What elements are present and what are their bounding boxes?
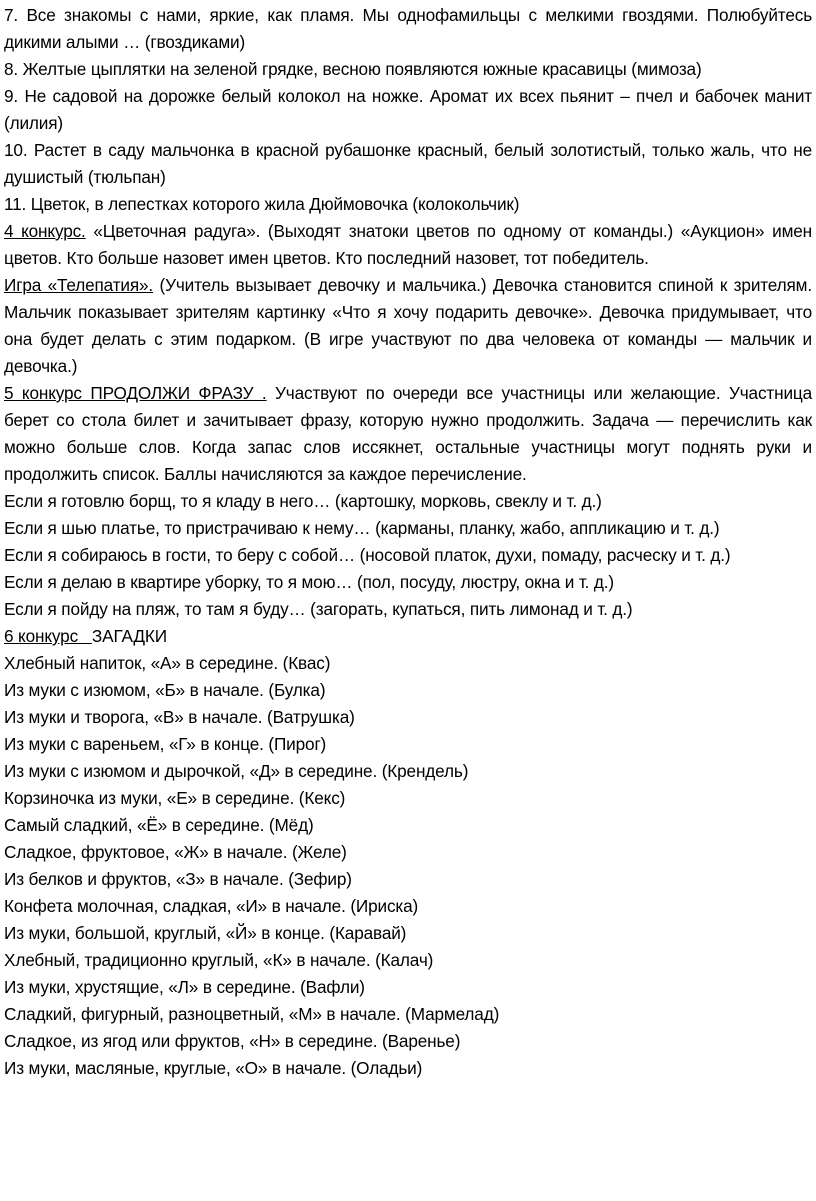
telepathy-paragraph <box>4 272 812 380</box>
letter-riddle: Из муки, хрустящие, «Л» в середине. (Вафли) <box>4 977 365 997</box>
contest-6-title: ЗАГАДКИ <box>91 626 167 646</box>
contest-6-paragraph <box>4 623 812 650</box>
contest-5-heading: 5 конкурс ПРОДОЛЖИ ФРАЗУ . <box>4 383 267 403</box>
phrase-1: Если я готовлю борщ, то я кладу в него… (картошку, морковь, свеклу и т. д.) <box>4 491 602 511</box>
flower-riddle-10: 10. Растет в саду мальчонка в красной рубашонке красный, белый золотистый, только жаль, что не душистый (тюльпан) <box>4 140 812 187</box>
contest-6-heading-gap <box>78 626 92 646</box>
letter-riddle: Сладкий, фигурный, разноцветный, «М» в начале. (Мармелад) <box>4 1004 500 1024</box>
contest-5-text: Участвуют по очереди все участницы или желающие. Участница берет со стола билет и зачитывает фразу, которую нужно продолжить. Задача — перечислить как можно больше слов. Когда запас слов иссякнет, остальные участницы могут поднять руки и продолжить список. Баллы начисляются за каждое перечисление. <box>4 383 813 484</box>
letter-riddle: Из белков и фруктов, «З» в начале. (Зефир) <box>4 869 352 889</box>
flower-riddle-8: 8. Желтые цыплятки на зеленой грядке, весною появляются южные красавицы (мимоза) <box>4 59 702 79</box>
phrase-3: Если я собираюсь в гости, то беру с собой… (носовой платок, духи, помаду, расческу и т. д.) <box>4 545 731 565</box>
flower-riddle-7: 7. Все знакомы с нами, яркие, как пламя. Мы однофамильцы с мелкими гвоздями. Полюбуйтесь дикими алыми … (гвоздиками) <box>4 5 812 52</box>
letter-riddle: Хлебный напиток, «А» в середине. (Квас) <box>4 653 331 673</box>
letter-riddle: Из муки с вареньем, «Г» в конце. (Пирог) <box>4 734 327 754</box>
letter-riddle: Конфета молочная, сладкая, «И» в начале. (Ириска) <box>4 896 419 916</box>
letter-riddle: Корзиночка из муки, «Е» в середине. (Кекс) <box>4 788 346 808</box>
letter-riddle: Из муки и творога, «В» в начале. (Ватрушка) <box>4 707 355 727</box>
flower-riddle-9: 9. Не садовой на дорожке белый колокол на ножке. Аромат их всех пьянит – пчел и бабочек манит (лилия) <box>4 86 812 133</box>
letter-riddle: Из муки, масляные, круглые, «О» в начале. (Оладьи) <box>4 1058 423 1078</box>
letter-riddle: Сладкое, фруктовое, «Ж» в начале. (Желе) <box>4 842 347 862</box>
contest-4-heading: 4 конкурс. <box>4 221 86 241</box>
telepathy-heading: Игра «Телепатия». <box>4 275 154 295</box>
phrase-2: Если я шью платье, то пристрачиваю к нему… (карманы, планку, жабо, аппликацию и т. д.) <box>4 518 720 538</box>
contest-5-paragraph <box>4 380 812 488</box>
letter-riddle: Самый сладкий, «Ё» в середине. (Мёд) <box>4 815 314 835</box>
letter-riddle: Из муки, большой, круглый, «Й» в конце. (Каравай) <box>4 923 407 943</box>
letter-riddle: Хлебный, традиционно круглый, «К» в начале. (Калач) <box>4 950 434 970</box>
letter-riddles-list <box>4 650 812 1082</box>
letter-riddle: Сладкое, из ягод или фруктов, «Н» в середине. (Варенье) <box>4 1031 461 1051</box>
flower-riddle-11: 11. Цветок, в лепестках которого жила Дюймовочка (колокольчик) <box>4 194 520 214</box>
contest-4-text: «Цветочная радуга». (Выходят знатоки цветов по одному от команды.) «Аукцион» имен цветов. Кто больше назовет имен цветов. Кто последний назовет, тот победитель. <box>4 221 812 268</box>
phrase-5: Если я пойду на пляж, то там я буду… (загорать, купаться, пить лимонад и т. д.) <box>4 599 633 619</box>
letter-riddle: Из муки с изюмом, «Б» в начале. (Булка) <box>4 680 326 700</box>
letter-riddle: Из муки с изюмом и дырочкой, «Д» в середине. (Крендель) <box>4 761 469 781</box>
phrase-4: Если я делаю в квартире уборку, то я мою… (пол, посуду, люстру, окна и т. д.) <box>4 572 614 592</box>
contest-6-heading: 6 конкурс <box>4 626 79 646</box>
contest-4-paragraph <box>4 218 812 272</box>
telepathy-text: (Учитель вызывает девочку и мальчика.) Девочка становится спиной к зрителям. Мальчик показывает зрителям картинку «Что я хочу подарить девочке». Девочка придумывает, что она будет делать с этим подарком. (В игре участвуют по два человека от команды — мальчик и девочка.) <box>4 275 812 376</box>
